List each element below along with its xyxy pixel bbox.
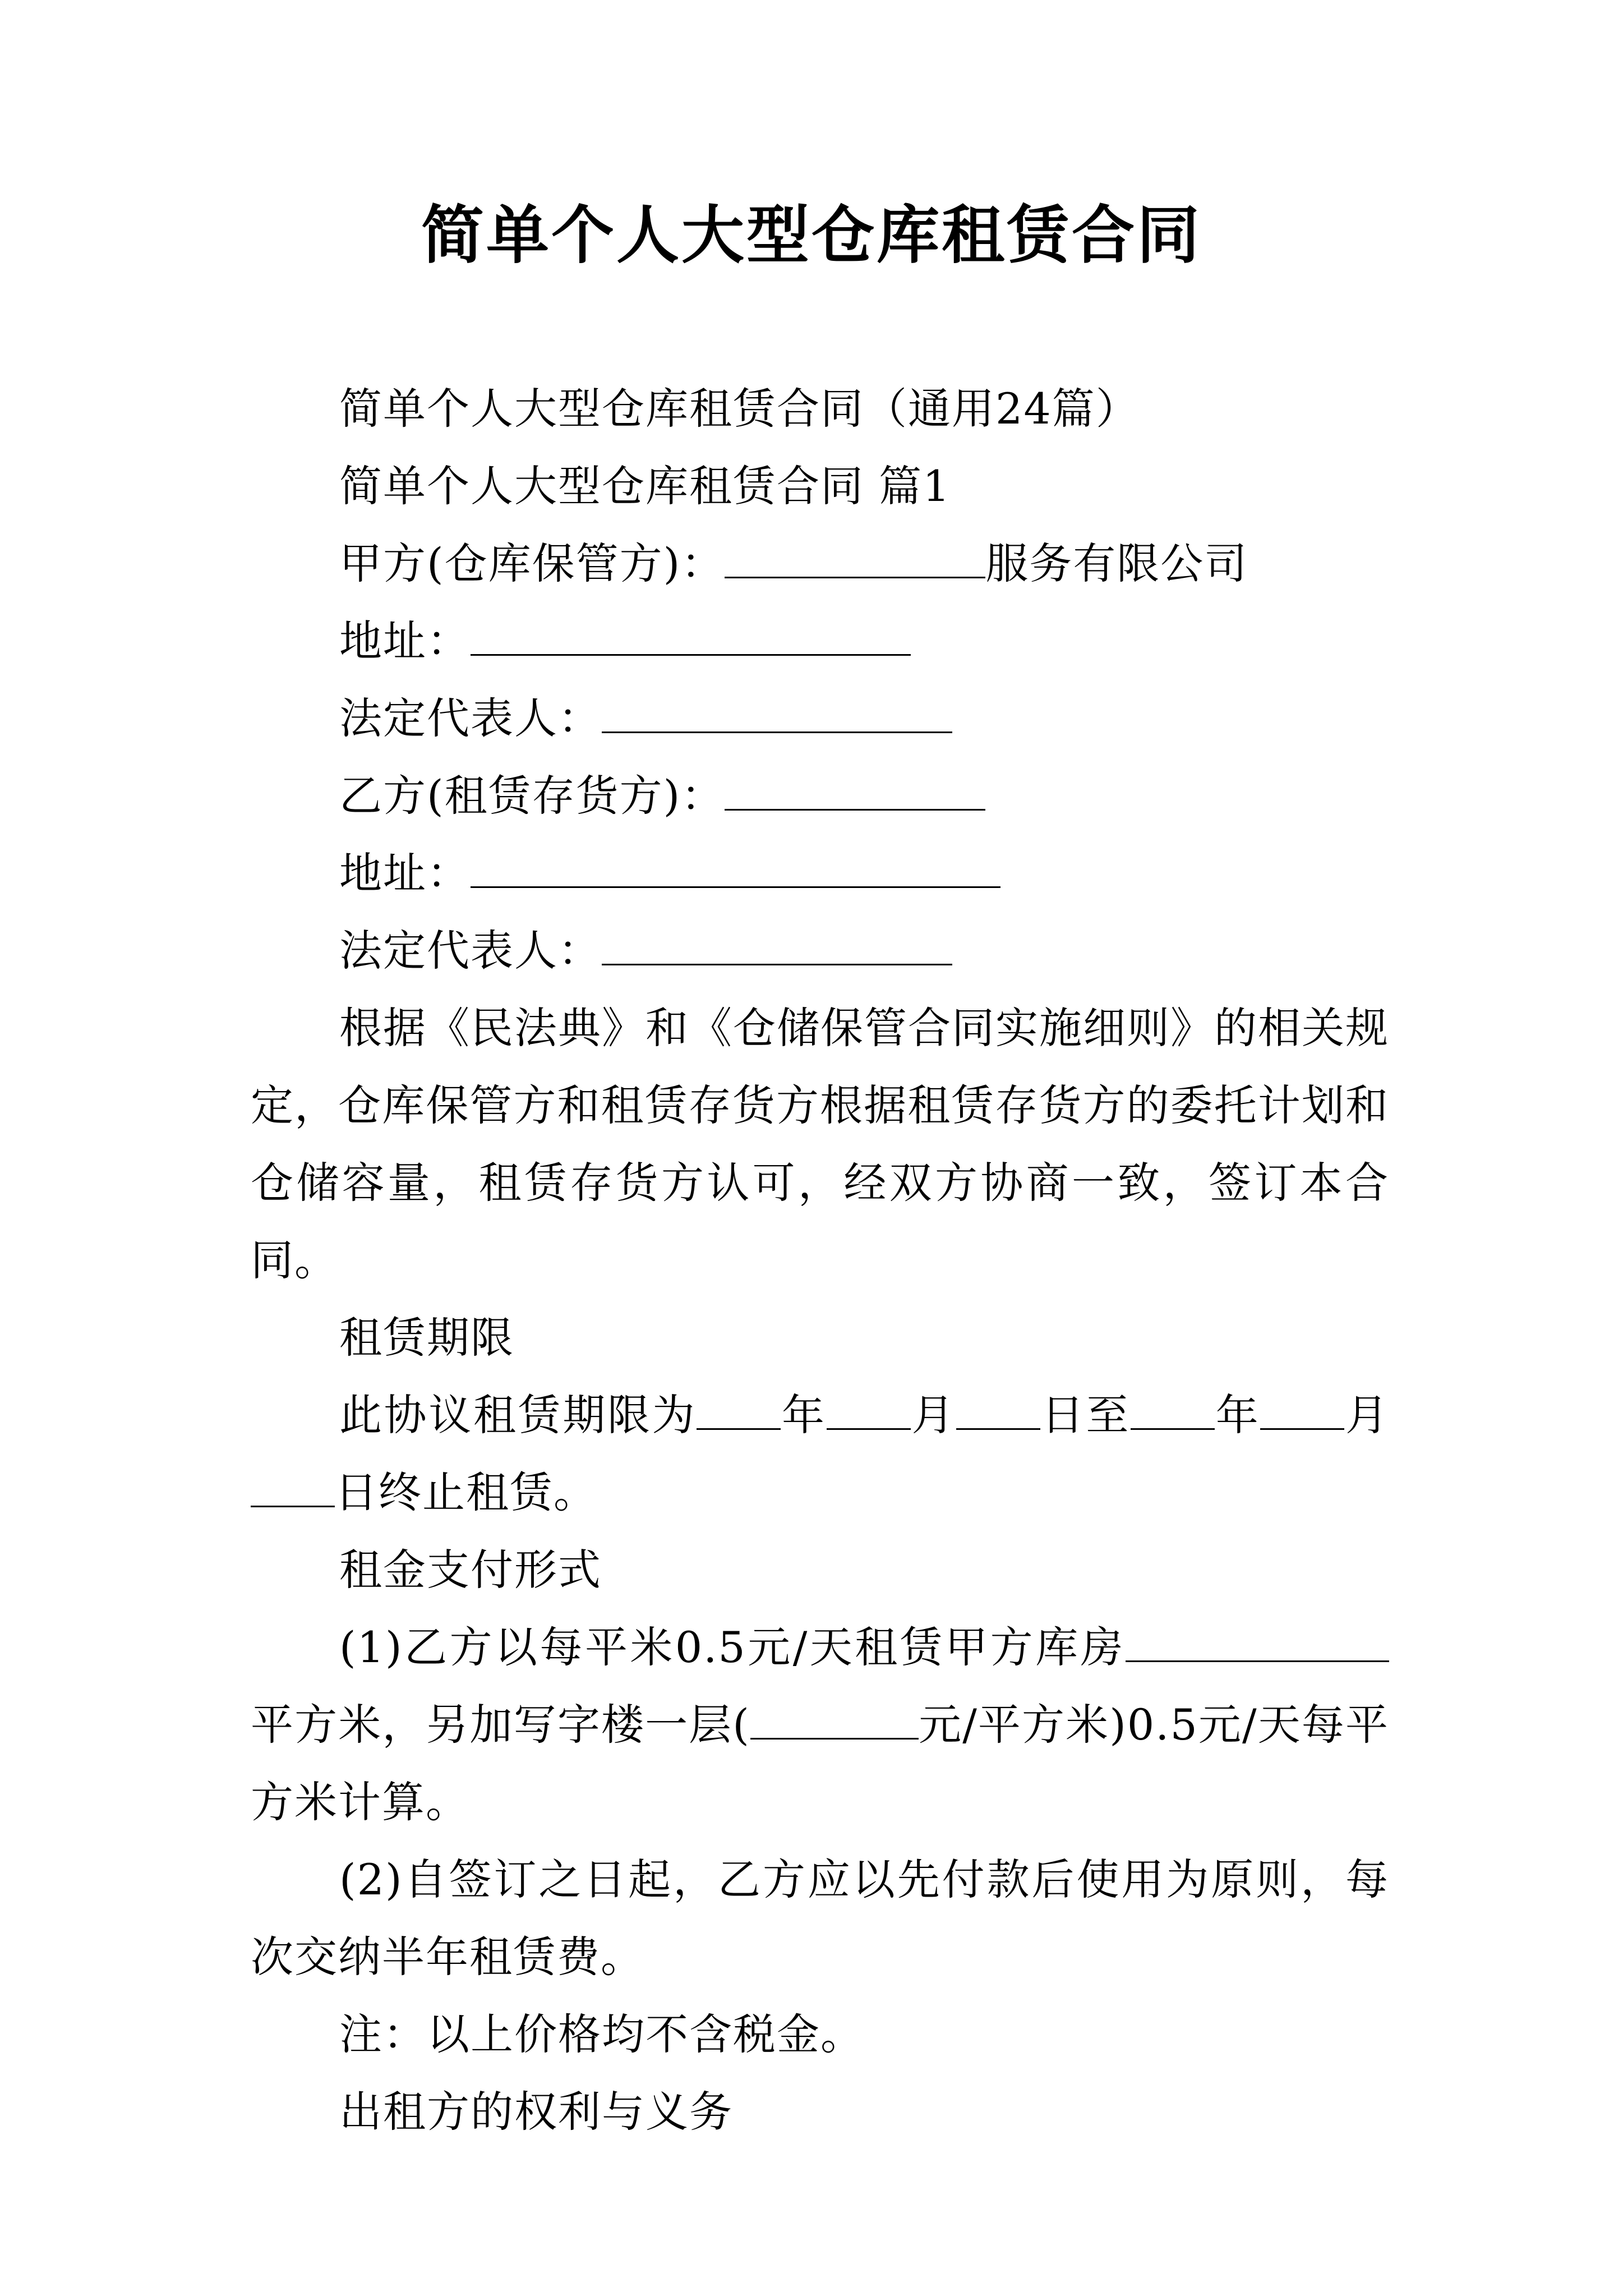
document-body [251,370,1389,2151]
rights-heading: 出租方的权利与义务 [339,2087,733,2137]
lease-term-text: 此协议租赁期限为 [339,1390,697,1440]
end-year-label: 年 [1215,1390,1261,1440]
party-b-address-blank [471,848,1000,888]
party-b-rep-line [251,912,1389,990]
payment-note: 注：以上价格均不含税金。 [339,2009,864,2059]
party-b-line [251,757,1389,835]
party-b-address-label: 地址： [339,848,471,898]
party-a-address-label: 地址： [339,616,471,666]
party-a-address-blank [471,616,911,656]
party-a-line [251,525,1389,602]
document-title: 简单个人大型仓库租赁合同 [421,199,1202,272]
start-day-blank [956,1390,1040,1430]
party-b-name-blank [725,771,985,811]
lease-term-paragraph [251,1377,1389,1531]
lease-end-text: 日终止租赁。 [335,1467,597,1517]
start-year-label: 年 [781,1390,827,1440]
party-b-rep-label: 法定代表人： [339,926,602,976]
day-to-label: 日至 [1040,1390,1131,1440]
party-a-label: 甲方(仓库保管方)： [339,539,725,588]
payment-item-1-text-a: (1)乙方以每平米0.5元/天租赁甲方库房 [339,1622,1126,1672]
lease-term-heading: 租赁期限 [339,1313,514,1363]
office-price-blank [750,1700,919,1740]
party-a-name-blank [725,539,985,578]
party-a-rep-blank [602,693,952,733]
payment-item-1-text-b: 平方米，另加写字楼一层( [251,1700,750,1750]
payment-heading: 租金支付形式 [339,1545,602,1595]
end-year-blank [1131,1390,1215,1430]
intro-paragraph: 根据《民法典》和《仓储保管合同实施细则》的相关规定，仓库保管方和租赁存货方根据租赁存货方的委托计划和仓储容量，租赁存货方认可，经双方协商一致，签订本合同。 [251,1003,1389,1285]
payment-item-2: (2)自签订之日起，乙方应以先付款后使用为原则，每次交纳半年租赁费。 [251,1855,1389,1982]
party-a-address-line [251,602,1389,680]
party-a-suffix: 服务有限公司 [985,539,1248,588]
warehouse-area-blank [1126,1622,1389,1662]
start-month-label: 月 [910,1390,957,1440]
end-day-blank [251,1467,335,1507]
party-b-address-line [251,835,1389,912]
party-a-rep-line [251,680,1389,757]
end-month-label: 月 [1344,1390,1390,1440]
payment-item-1 [251,1609,1389,1841]
start-year-blank [697,1390,781,1430]
subtitle: 简单个人大型仓库租赁合同（通用24篇） [339,384,1140,434]
party-b-label: 乙方(租赁存货方)： [339,771,725,821]
start-month-blank [827,1390,911,1430]
section-heading: 简单个人大型仓库租赁合同 篇1 [339,461,951,511]
party-b-rep-blank [602,926,952,965]
payment-item-1-text-c: 元/平方米)0.5元/天每平方米计算。 [251,1700,1389,1827]
end-month-blank [1260,1390,1344,1430]
party-a-rep-label: 法定代表人： [339,693,602,743]
